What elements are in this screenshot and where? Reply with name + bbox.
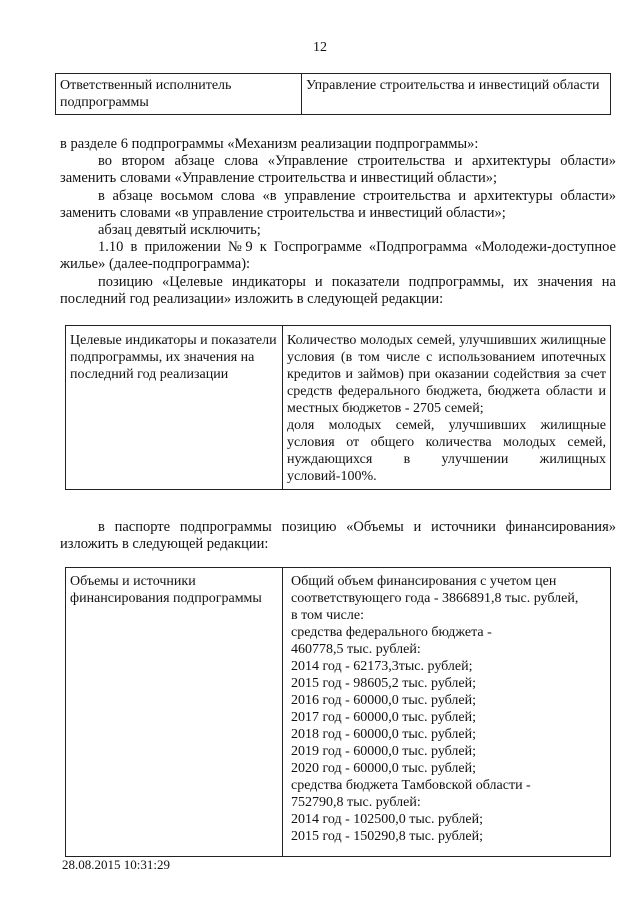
finance-line: 2019 год - 60000,0 тыс. рублей; xyxy=(291,744,477,759)
indicator-families-count: Количество молодых семей, улучшивших жилищные условия (в том числе с использованием ипотечных кредитов и займов) при оказании содействия за счет средств федерального бюджета, бюджета области и местных бюджетов - 2705 семей; xyxy=(287,333,606,416)
paragraph-indicators-position: позицию «Целевые индикаторы и показатели подпрограммы, их значения на последний год реализации» изложить в следующей редакции: xyxy=(60,273,616,307)
finance-line: средства бюджета Тамбовской области - xyxy=(291,778,531,793)
finance-line: 752790,8 тыс. рублей: xyxy=(291,795,421,810)
finance-line: 2018 год - 60000,0 тыс. рублей; xyxy=(291,727,477,742)
indicator-families-share: доля молодых семей, улучшивших жилищные условия от общего количества молодых семей, нуждающихся в улучшении жилищных условий-100%. xyxy=(287,418,606,484)
finance-line: 2016 год - 60000,0 тыс. рублей; xyxy=(291,693,477,708)
finance-line: 2014 год - 102500,0 тыс. рублей; xyxy=(291,812,484,827)
finance-line: 2015 год - 98605,2 тыс. рублей; xyxy=(291,676,477,691)
responsible-executor-table xyxy=(55,73,611,115)
paragraph-ninth-abzac: абзац девятый исключить; xyxy=(98,222,261,239)
finance-line: соответствующего года - 3866891,8 тыс. рублей, xyxy=(291,591,579,606)
paragraph-appendix9: 1.10 в приложении №9 к Госпрограмме «Подпрограмма «Молодежи-доступное жилье» (далее-подпрограмма): xyxy=(60,239,616,273)
finance-line: в том числе: xyxy=(291,608,364,623)
finance-line: 460778,5 тыс. рублей: xyxy=(291,642,421,657)
indicators-value xyxy=(283,326,611,490)
paragraph-section6: в разделе 6 подпрограммы «Механизм реализации подпрограммы»: xyxy=(60,136,479,152)
finance-table xyxy=(65,567,611,857)
amendment-text xyxy=(60,136,616,308)
indicators-table xyxy=(65,325,611,490)
finance-line: 2014 год - 62173,3тыс. рублей; xyxy=(291,659,473,674)
finance-label: Объемы и источники финансирования подпрограммы xyxy=(66,568,283,857)
finance-line: 2020 год - 60000,0 тыс. рублей; xyxy=(291,761,477,776)
responsible-executor-label: Ответственный исполнитель подпрограммы xyxy=(56,74,302,115)
finance-line: 2015 год - 150290,8 тыс. рублей; xyxy=(291,829,484,844)
finance-line: 2017 год - 60000,0 тыс. рублей; xyxy=(291,710,477,725)
finance-line: Общий объем финансирования с учетом цен xyxy=(291,574,557,589)
indicators-label: Целевые индикаторы и показатели подпрограммы, их значения на последний год реализации xyxy=(66,326,283,490)
page-number: 12 xyxy=(313,40,327,55)
passport-text xyxy=(60,519,616,553)
paragraph-passport: в паспорте подпрограммы позицию «Объемы и источники финансирования» изложить в следующей редакции: xyxy=(60,519,616,553)
print-timestamp: 28.08.2015 10:31:29 xyxy=(62,857,170,872)
finance-value xyxy=(283,568,611,857)
finance-line: средства федерального бюджета - xyxy=(291,625,492,640)
responsible-executor-value: Управление строительства и инвестиций области xyxy=(302,74,611,115)
paragraph-eighth-abzac: в абзаце восьмом слова «в управление строительства и архитектуры области» заменить словами «в управление строительства и инвестиций области»; xyxy=(60,187,616,221)
paragraph-second-abzac: во втором абзаце слова «Управление строительства и архитектуры области» заменить словами «Управление строительства и инвестиций области»; xyxy=(60,153,616,187)
